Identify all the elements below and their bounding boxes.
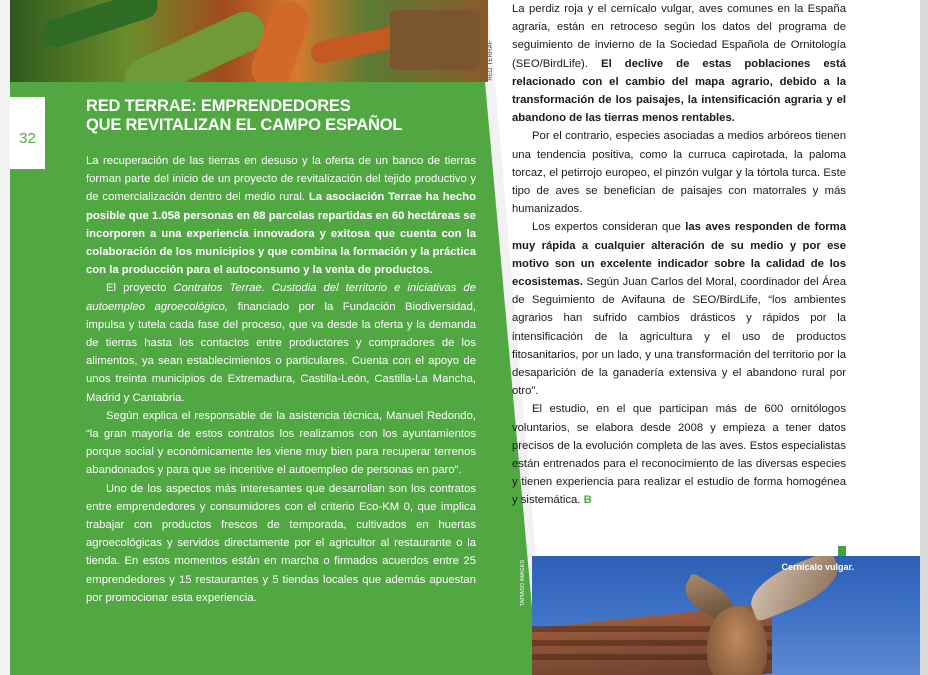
paragraph-text: La recuperación de las tierras en desuso y la oferta de un banco de tierras forman parte del inicio de un proyecto de revitalización del tejido productivo y de comercialización dentro del medio rural.: [86, 155, 476, 204]
left-column: [86, 152, 476, 607]
paragraph: [512, 0, 846, 127]
paragraph: [512, 218, 846, 400]
paragraph: [86, 152, 476, 279]
page-edge: [920, 0, 928, 675]
bottom-photo-credit: TAPIASO IMAGES: [520, 560, 526, 607]
title-line: RED TERRAE: EMPRENDEDORES: [86, 97, 351, 115]
basket-shape: [390, 10, 480, 70]
top-photo-credit: RED TERRAE: [488, 40, 494, 81]
paragraph: Por el contrario, especies asociadas a medios arbóreos tienen una tendencia positiva, como la curruca capirotada, la paloma torcaz, el petirrojo europeo, el pinzón vulgar y la tórtola turca. Este tipo de aves se benefician de paisajes con matorrales y más humanizados.: [512, 130, 846, 216]
end-mark: B: [583, 494, 592, 507]
photo-caption: Cernícalo vulgar.: [781, 562, 854, 572]
paragraph: [512, 400, 846, 509]
paragraph-text: financiado por la Fundación Biodiversidad, impulsa y tutela cada fase del proceso, que va desde la oferta y la demanda de tierras hasta los contactos entre productores y compradores de los alimentos, ya sean establecimientos o particulares. Cuenta con el apoyo de unos treinta municipios de Extremadura, Castilla-León, Castilla-La Mancha, Madrid y Cantabria.: [86, 300, 476, 404]
paragraph-text: La perdiz roja y el cernícalo vulgar, aves comunes en la España agraria, están en retroceso según los datos del programa de seguimiento de invierno de la Sociedad Española de Ornitología (SEO/BirdLife).: [512, 3, 846, 70]
vegetable-shape: [39, 0, 162, 51]
paragraph-italic-text: Contratos Terrae. Custodia del territorio e iniciativas de autoempleo agroecológico,: [86, 282, 476, 313]
vegetables-photo: [10, 0, 488, 82]
article-title: [86, 97, 466, 135]
paragraph-text: Según Juan Carlos del Moral, coordinador del Área de Seguimiento de Avifauna de SEO/BirdLife, “los ambientes agrarios han sufrido cambios drásticos y rápidos por la intensificación de la agricultura y el uso de productos fitosanitarios, por un lado, y una transformación del territorio por la desaparición de la ganadería extensiva y el abandono rural por otro”.: [512, 276, 847, 398]
right-column: [512, 0, 846, 510]
paragraph-bold-text: las aves responden de forma muy rápida a cualquier alteración de su medio y por ese motivo son un excelente indicador sobre la calidad de los ecosistemas.: [512, 221, 847, 289]
page-number: 32: [19, 130, 36, 147]
paragraph-bold-text: El declive de estas poblaciones está relacionado con el cambio del mapa agrario, debido a la transformación de los paisajes, la intensificación agraria y el abandono de las tierras menos rentables.: [512, 57, 846, 125]
page-number-box: [10, 97, 45, 169]
paragraph-text: Los expertos consideran que: [532, 221, 681, 234]
paragraph-bold-text: La asociación Terrae ha hecho posible que 1.058 personas en 88 parcelas repartidas en 60 hectáreas se incorporen a una experiencia innovadora y exitosa que cuenta con la colaboración de los municipios y que combina la formación y la práctica con la producción para el autoconsumo y la venta de productos.: [86, 191, 476, 277]
paragraph: Uno de los aspectos más interesantes que desarrollan son los contratos entre emprendedores y consumidores con el criterio Eco-KM 0, que implica trabajar con productos frescos de temporada, cultivados en huertas agroecológicas y servidos directamente por el agricultor al restaurante o la tienda. En estos momentos están en marcha o firmados acuerdos entre 25 emprendedores y 15 restaurantes y 5 tiendas locales que además apuestan por promocionar esta experiencia.: [86, 482, 476, 604]
paragraph: Según explica el responsable de la asistencia técnica, Manuel Redondo, “la gran mayoría de estos contratos los realizamos con los ayuntamientos porque social y económicamente les viene muy bien para recuperar terrenos abandonados y para que se incentive el autoempleo de personas en paro”.: [86, 409, 476, 477]
title-line: QUE REVITALIZAN EL CAMPO ESPAÑOL: [86, 116, 403, 134]
paragraph-text: El estudio, en el que participan más de 600 ornitólogos voluntarios, se elabora desde 2008 y empieza a tener datos precisos de la evolución completa de las aves. Estos especialistas están entrenados para el reconocimiento de las diversas especies y tienen experiencia para realizar el estudio de forma homogénea y sistemática.: [512, 403, 846, 507]
paragraph-text: El proyecto: [106, 282, 167, 295]
paragraph: [86, 279, 476, 406]
kestrel-photo: [532, 556, 922, 675]
